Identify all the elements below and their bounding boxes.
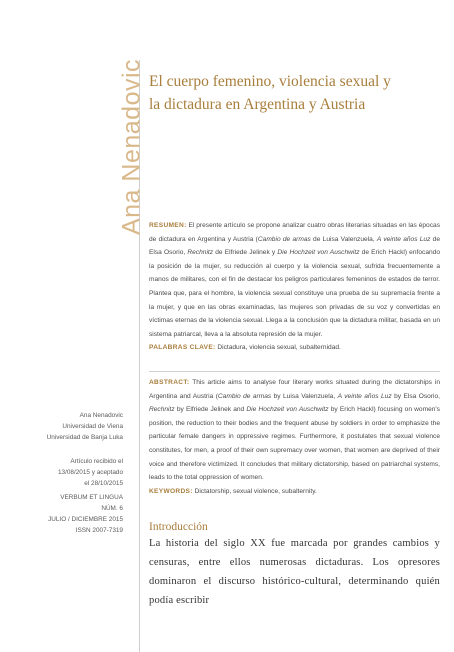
- date-line: Artículo recibido el: [70, 458, 123, 465]
- author-name-vertical: Ana Nenadovic: [117, 58, 146, 236]
- keywords-text: Dictatorship, sexual violence, subalternity.: [192, 487, 317, 495]
- body-paragraph: La historia del siglo XX fue marcada por grandes cambios y censuras, entre ellos numerosas dictaduras. Los opresores dominaron el discurso histórico-cultural, determinando quién podía escribir: [149, 538, 440, 606]
- palabras-clave-label: PALABRAS CLAVE:: [149, 344, 216, 352]
- journal-info: [48, 492, 123, 536]
- abstract-text: by Luisa Valenzuela,: [271, 392, 338, 400]
- date-line: 13/08/2015 y aceptado: [57, 469, 123, 476]
- title-line-2: la dictadura en Argentina y Austria: [149, 96, 366, 113]
- affil-university-1: Universidad de Viena: [62, 423, 123, 430]
- author-affiliation: [47, 410, 123, 443]
- work-title: Cambio de armas: [257, 235, 311, 243]
- section-heading: Introducción: [149, 521, 208, 533]
- resumen-text: de Elfriede Jelinek y: [213, 249, 278, 257]
- date-line: el 28/10/2015: [84, 480, 123, 487]
- resumen-label: RESUMEN:: [149, 222, 187, 229]
- journal-name: VERBUM ET LINGUA: [60, 494, 123, 501]
- work-title: A veinte años Luz: [376, 235, 431, 243]
- affil-author: Ana Nenadovic: [79, 412, 123, 419]
- abstract-divider: [149, 371, 440, 372]
- abstract-label: ABSTRACT:: [149, 379, 190, 386]
- abstract-text: by Elfriede Jelinek and: [174, 406, 247, 414]
- work-title: Rechnitz: [187, 249, 214, 257]
- resumen-text: de Luisa Valenzuela,: [310, 235, 377, 243]
- abstract-block: [149, 376, 440, 498]
- resumen-block: [149, 219, 440, 355]
- abstract-text: This article aims to analyse four literary works situated during the dictatorships in Argentina and Austria (: [149, 379, 440, 400]
- work-title: Die Hochzeit von Auschwitz: [277, 249, 360, 257]
- journal-number: NÚM. 6: [101, 505, 123, 512]
- work-title: Cambio de armas: [217, 392, 272, 400]
- abstract-text: by Erich Hackl) focusing on women's position, the reduction to their bodies and the frequent abuse by soldiers in order to emphasize the particular female dangers in oppressive regimes. Furthermore, it postulates that sexual violence constitutes, for men, a proof of their own supremacy over women, that women are deprived of their voice and therefore victimized. It concludes that military dictatorship, based on patriarchal systems, leads to the total oppression of women.: [149, 406, 440, 482]
- keywords-label: KEYWORDS:: [149, 487, 193, 495]
- resumen-text: de Erich Hackl) enfocando la posición de la mujer, su reducción al cuerpo y la violencia sexual, sufrida frecuentemente a manos de militares, con el fin de destacar los peligros particulares femeninos de estados de terror. Plantea que, para el hombre, la violencia sexual constituye una prueba de su supremacía frente a la mujer, y que en las obras examinadas, las mujeres son privadas de su voz y convertidas en víctimas eternas de la violencia sexual. Llega a la conclusión que la dictadura militar, basada en un sistema patriarcal, lleva a la absoluta represión de la mujer.: [149, 249, 440, 338]
- author-vertical: [112, 58, 152, 236]
- journal-issn: ISSN 2007-7319: [75, 527, 123, 534]
- abstract-text: by Elsa Osorio,: [391, 392, 441, 400]
- article-dates: [58, 456, 123, 489]
- palabras-clave-text: Dictadura, violencia sexual, subalternidad.: [215, 344, 341, 352]
- title-line-1: El cuerpo femenino, violencia sexual y: [149, 73, 391, 90]
- resumen-text: El presente artículo se propone analizar cuatro obras literarias situadas en las épocas de dictadura en Argentina y Austria (: [149, 222, 440, 243]
- work-title: Rechnitz: [149, 406, 175, 414]
- resumen-text: de Elsa Osorio,: [149, 235, 440, 257]
- affil-university-2: Universidad de Banja Luka: [46, 434, 123, 441]
- journal-period: JULIO / DICIEMBRE 2015: [48, 516, 123, 523]
- work-title: A veinte años Luz: [337, 392, 392, 400]
- article-title: [149, 70, 439, 116]
- work-title: Die Hochzeit von Auschwitz: [246, 406, 329, 414]
